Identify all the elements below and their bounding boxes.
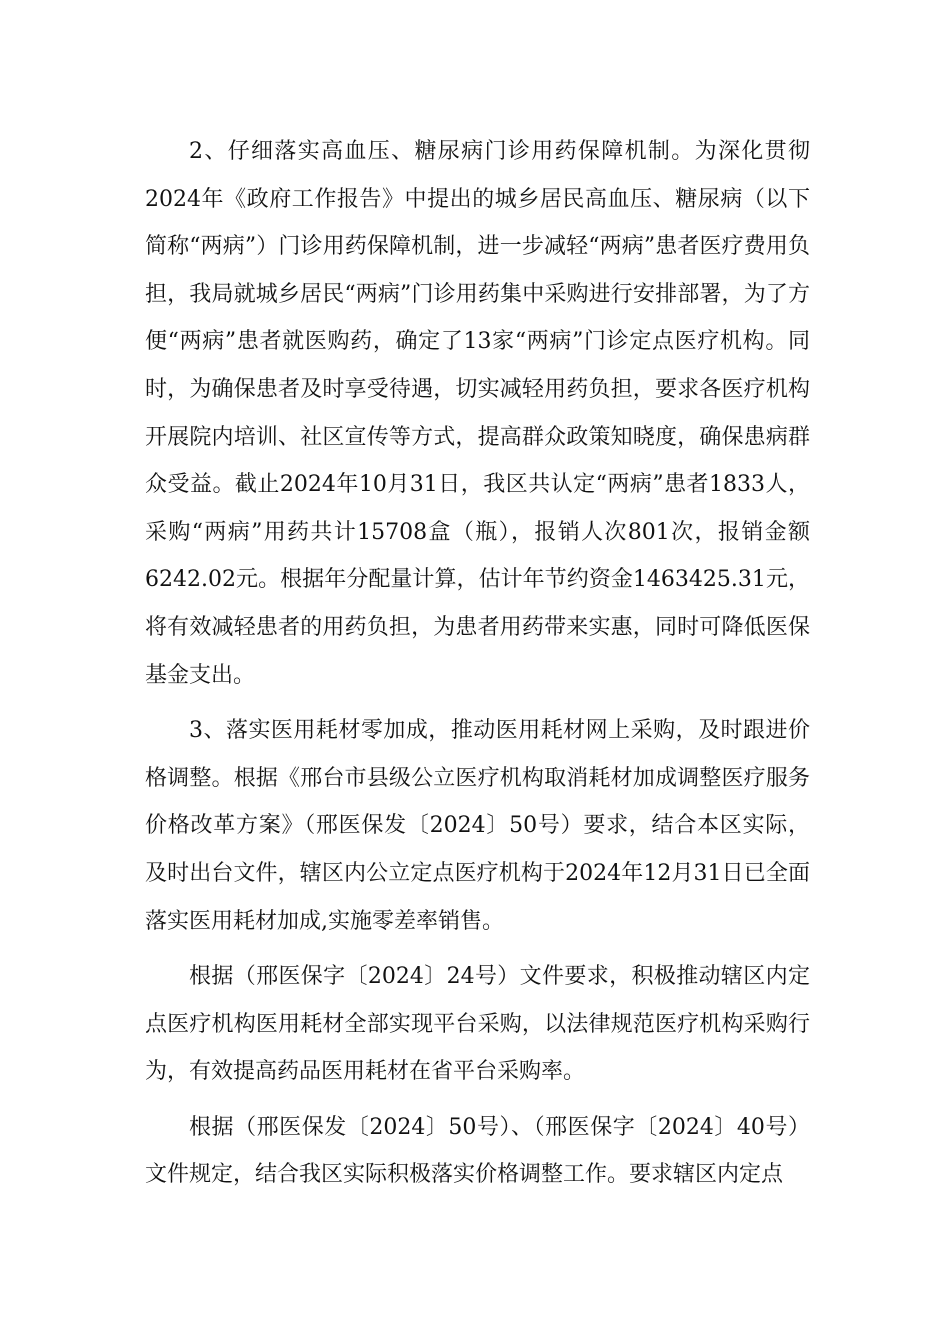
paragraph-price-adjustment: 根据（邢医保发〔2024〕50号）、（邢医保字〔2024〕40号）文件规定，结合我区实际积极落实价格调整工作。要求辖区内定点: [145, 1114, 810, 1188]
document-page: [145, 128, 810, 1199]
paragraph-two-diseases-medication: 2、仔细落实高血压、糖尿病门诊用药保障机制。为深化贯彻2024年《政府工作报告》中提出的城乡居民高血压、糖尿病（以下简称“两病”）门诊用药保障机制，进一步减轻“两病”患者医疗费用负担，我局就城乡居民“两病”门诊用药集中采购进行安排部署，为了方便“两病”患者就医购药，确定了13家“两病”门诊定点医疗机构。同时，为确保患者及时享受待遇，切实减轻用药负担，要求各医疗机构开展院内培训、社区宣传等方式，提高群众政策知晓度，确保患病群众受益。截止2024年10月31日，我区共认定“两病”患者1833人，采购“两病”用药共计15708盒（瓶），报销人次801次，报销金额6242.02元。根据年分配量计算，估计年节约资金1463425.31元，将有效减轻患者的用药负担，为患者用药带来实惠，同时可降低医保基金支出。: [145, 139, 810, 688]
paragraph-consumables-zero-markup: 3、落实医用耗材零加成，推动医用耗材网上采购，及时跟进价格调整。根据《邢台市县级公立医疗机构取消耗材加成调整医疗服务价格改革方案》（邢医保发〔2024〕50号）要求，结合本区实际，及时出台文件，辖区内公立定点医疗机构于2024年12月31日已全面落实医用耗材加成,实施零差率销售。: [145, 718, 811, 934]
paragraph-platform-procurement: 根据（邢医保字〔2024〕24号）文件要求，积极推动辖区内定点医疗机构医用耗材全部实现平台采购，以法律规范医疗机构采购行为，有效提高药品医用耗材在省平台采购率。: [145, 964, 810, 1085]
